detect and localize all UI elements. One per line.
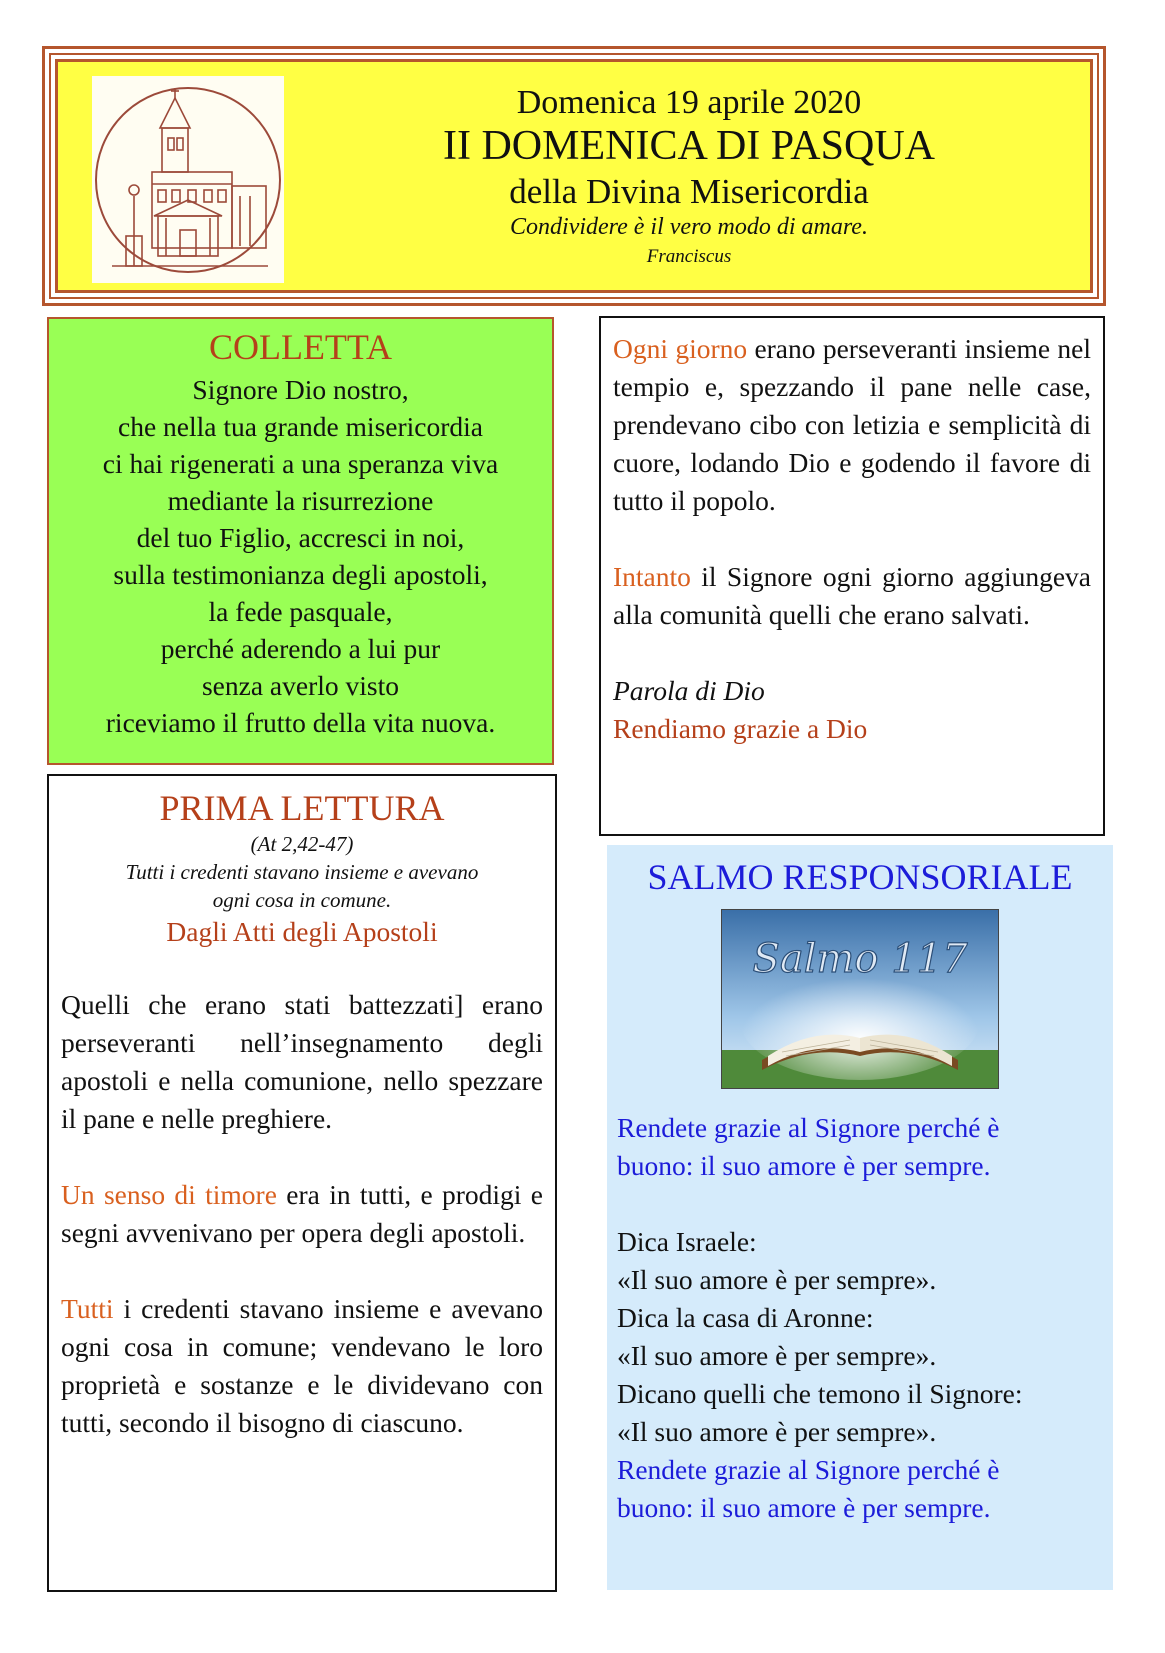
salmo-verse: «Il suo amore è per sempre».	[617, 1340, 937, 1371]
paragraph-accent: Intanto	[613, 561, 691, 592]
paragraph-accent: Tutti	[61, 1293, 114, 1324]
colletta-title: COLLETTA	[208, 327, 393, 367]
salmo-verse: «Il suo amore è per sempre».	[617, 1416, 937, 1447]
prima-lettura-summary: ogni cosa in comune.	[212, 888, 392, 912]
reading-paragraph	[61, 1290, 543, 1442]
salmo-refrain: Rendete grazie al Signore perché è	[617, 1454, 1000, 1485]
header-frame	[42, 46, 1106, 306]
reading-paragraph	[61, 1176, 543, 1252]
prima-lettura-box	[47, 774, 557, 1592]
salmo-image-label: Salmo 117	[752, 936, 968, 982]
colletta-line: la fede pasquale,	[208, 596, 393, 627]
colletta-line: del tuo Figlio, accresci in noi,	[136, 522, 465, 553]
salmo-verse: Dica Israele:	[617, 1226, 757, 1257]
parola-di-dio: Parola di Dio	[613, 675, 765, 706]
paragraph-text: i credenti stavano insieme e avevano ogni cosa in comune; vendevano le loro proprietà e sostanze e le dividevano con tutti, secondo il bisogno di ciascuno.	[61, 1293, 543, 1438]
header-subtitle: della Divina Misericordia	[509, 172, 869, 211]
response-text: Rendiamo grazie a Dio	[613, 713, 868, 744]
colletta-line: mediante la risurrezione	[167, 485, 434, 516]
paragraph-text: era in tutti, e prodigi e segni avvenivano per opera degli apostoli.	[61, 1179, 543, 1248]
colletta-line: Signore Dio nostro,	[192, 374, 409, 405]
header-title: II DOMENICA DI PASQUA	[443, 123, 935, 169]
salmo-verse: Dicano quelli che temono il Signore:	[617, 1378, 1023, 1409]
reading-continuation-box	[599, 316, 1105, 836]
salmo-box	[607, 845, 1113, 1590]
salmo-verse: Dica la casa di Aronne:	[617, 1302, 874, 1333]
header-date: Domenica 19 aprile 2020	[516, 84, 862, 121]
paragraph-text: il Signore ogni giorno aggiungeva alla comunità quelli che erano salvati.	[613, 561, 1091, 630]
colletta-box	[47, 317, 554, 765]
reading-paragraph	[613, 330, 1091, 520]
header-banner	[55, 59, 1093, 293]
salmo-refrain: Rendete grazie al Signore perché è	[617, 1112, 1000, 1143]
header-signature: Franciscus	[646, 246, 732, 267]
paragraph-accent: Un senso di timore	[61, 1179, 277, 1210]
salmo-refrain: buono: il suo amore è per sempre.	[617, 1150, 991, 1181]
salmo-verse: «Il suo amore è per sempre».	[617, 1264, 937, 1295]
prima-lettura-title: PRIMA LETTURA	[159, 788, 445, 828]
colletta-line: riceviamo il frutto della vita nuova.	[105, 707, 496, 738]
church-logo	[92, 76, 284, 283]
prima-lettura-reference: (At 2,42-47)	[250, 832, 354, 856]
prima-lettura-source: Dagli Atti degli Apostoli	[166, 916, 438, 947]
header-quote: Condividere è il vero modo di amare.	[510, 214, 868, 240]
colletta-line: perché aderendo a lui pur	[160, 633, 441, 664]
colletta-line: senza averlo visto	[201, 670, 399, 701]
reading-paragraph: Quelli che erano stati battezzati] erano perseveranti nell’insegnamento degli apostoli e nella comunione, nello spezzare il pane e nelle preghiere.	[61, 989, 543, 1134]
salmo-refrain: buono: il suo amore è per sempre.	[617, 1492, 991, 1523]
prima-lettura-summary: Tutti i credenti stavano insieme e avevano	[125, 860, 479, 884]
colletta-line: che nella tua grande misericordia	[118, 411, 483, 442]
colletta-line: ci hai rigenerati a una speranza viva	[102, 448, 499, 479]
salmo-title: SALMO RESPONSORIALE	[647, 857, 1073, 897]
salmo-bible-image	[721, 909, 999, 1089]
reading-paragraph	[613, 558, 1091, 634]
paragraph-text: erano perseveranti insieme nel tempio e, spezzando il pane nelle case, prendevano cibo con letizia e semplicità di cuore, lodando Dio e godendo il favore di tutto il popolo.	[613, 333, 1091, 516]
colletta-line: sulla testimonianza degli apostoli,	[113, 559, 488, 590]
paragraph-accent: Ogni giorno	[613, 333, 748, 364]
